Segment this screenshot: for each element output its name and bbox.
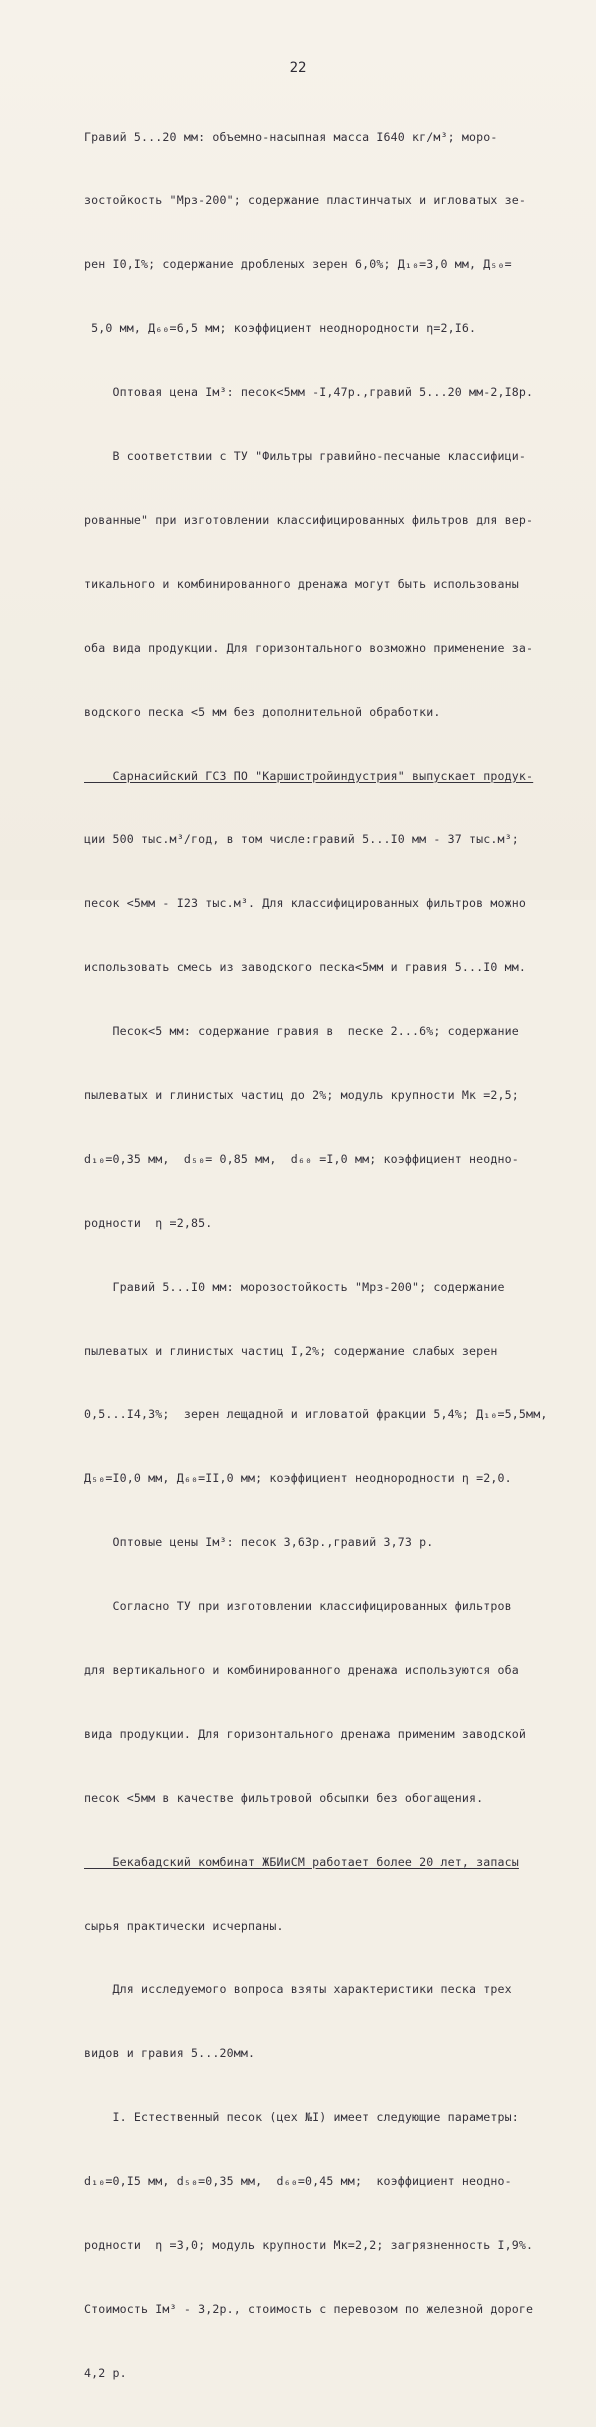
text-line: Бекабадский комбинат ЖБИиСМ работает более 20 лет, запасы: [84, 1854, 519, 1869]
text-line: для вертикального и комбинированного дренажа используются оба: [84, 1662, 519, 1677]
text-line: Д₅₀=I0,0 мм, Д₆₀=II,0 мм; коэффициент неоднородности η =2,0.: [84, 1471, 512, 1486]
text-line: рованные" при изготовлении классифицированных фильтров для вер-: [84, 512, 534, 527]
text-line: ции 500 тыс.м³/год, в том числе:гравий 5...I0 мм - 37 тыс.м³;: [84, 832, 519, 847]
text-line: Оптовая цена Iм³: песок<5мм -I,47р.,гравий 5...20 мм-2,I8р.: [84, 385, 534, 400]
text-line: Гравий 5...20 мм: объемно-насыпная масса I640 кг/м³; моро-: [84, 129, 498, 144]
text-line: 4,2 р.: [84, 2365, 127, 2380]
page-number: 22: [289, 60, 307, 76]
text-line: вида продукции. Для горизонтального дренажа применим заводской: [84, 1726, 527, 1741]
text-line: d₁₀=0,I5 мм, d₅₀=0,35 мм, d₆₀=0,45 мм; коэффициент неодно-: [84, 2174, 512, 2189]
text-line: 5,0 мм, Д₆₀=6,5 мм; коэффициент неоднородности η=2,I6.: [84, 321, 477, 336]
text-line: В соответствии с ТУ "Фильтры гравийно-песчаные классифици-: [84, 449, 527, 464]
text-line: Песок<5 мм: содержание гравия в песке 2...6%; содержание: [84, 1024, 519, 1039]
text-line: оба вида продукции. Для горизонтального возможно применение за-: [84, 640, 534, 655]
text-line: пылеватых и глинистых частиц I,2%; содержание слабых зерен: [84, 1343, 498, 1358]
text-line: Согласно ТУ при изготовлении классифицированных фильтров: [84, 1599, 512, 1614]
text-line: Для исследуемого вопроса взяты характеристики песка трех: [84, 1982, 512, 1997]
text-line: водского песка <5 мм без дополнительной обработки.: [84, 704, 441, 719]
text-line: зостойкость "Мрз-200"; содержание пластинчатых и игловатых зе-: [84, 193, 527, 208]
text-line: Стоимость Iм³ - 3,2р., стоимость с перевозом по железной дороге: [84, 2301, 534, 2316]
text-line: видов и гравия 5...20мм.: [84, 2046, 256, 2061]
text-line: пылеватых и глинистых частиц до 2%; модуль крупности Мк =2,5;: [84, 1087, 519, 1102]
body-text: [84, 84, 574, 2427]
text-line: Оптовые цены Iм³: песок 3,63р.,гравий 3,73 р.: [84, 1535, 434, 1550]
text-line: сырья практически исчерпаны.: [84, 1918, 284, 1933]
text-line: тикального и комбинированного дренажа могут быть использованы: [84, 576, 519, 591]
text-line: Гравий 5...I0 мм: морозостойкость "Мрз-200"; содержание: [84, 1279, 505, 1294]
text-line: рен I0,I%; содержание дробленых зерен 6,0%; Д₁₀=3,0 мм, Д₅₀=: [84, 257, 512, 272]
text-line: d₁₀=0,35 мм, d₅₀= 0,85 мм, d₆₀ =I,0 мм; коэффициент неодно-: [84, 1151, 519, 1166]
text-line: песок <5мм - I23 тыс.м³. Для классифицированных фильтров можно: [84, 896, 527, 911]
text-line: песок <5мм в качестве фильтровой обсыпки без обогащения.: [84, 1790, 484, 1805]
text-line: Сарнасийский ГСЗ ПО "Каршистройиндустрия" выпускает продук-: [84, 768, 534, 783]
text-line: I. Естественный песок (цех №I) имеет следующие параметры:: [84, 2110, 519, 2125]
text-line: родности η =3,0; модуль крупности Мк=2,2; загрязненность I,9%.: [84, 2237, 534, 2252]
text-line: 0,5...I4,3%; зерен лещадной и игловатой фракции 5,4%; Д₁₀=5,5мм,: [84, 1407, 548, 1422]
text-line: использовать смесь из заводского песка<5мм и гравия 5...I0 мм.: [84, 960, 527, 975]
text-line: родности η =2,85.: [84, 1215, 213, 1230]
